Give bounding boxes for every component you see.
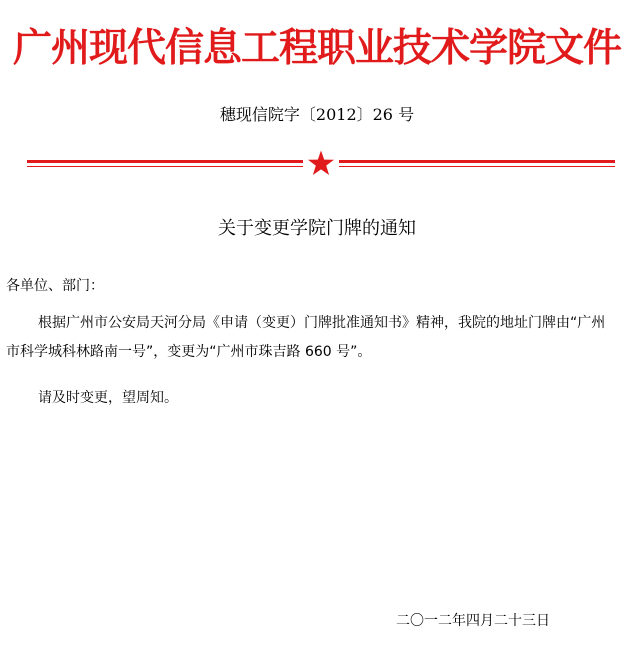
star-icon xyxy=(307,150,335,176)
body-paragraph-2 xyxy=(6,384,616,413)
org-title: 广州现代信息工程职业技术学院文件 xyxy=(12,25,621,71)
issue-date: 二〇一二年四月二十三日 xyxy=(396,613,550,629)
body-paragraph-1 xyxy=(6,309,616,367)
notice-title: 关于变更学院门牌的通知 xyxy=(218,218,416,239)
salutation: 各单位、部门： xyxy=(6,278,104,294)
body-paragraph-2-text: 请及时变更，望周知。 xyxy=(38,390,178,406)
header-divider xyxy=(27,150,615,176)
body-paragraph-1-text: 根据广州市公安局天河分局《申请（变更）门牌批准通知书》精神，我院的地址门牌由“广州市科学城科林路南一号”，变更为“广州市珠吉路 660 号”。 xyxy=(6,315,606,360)
document-number: 穗现信院字〔2012〕26 号 xyxy=(219,105,415,124)
